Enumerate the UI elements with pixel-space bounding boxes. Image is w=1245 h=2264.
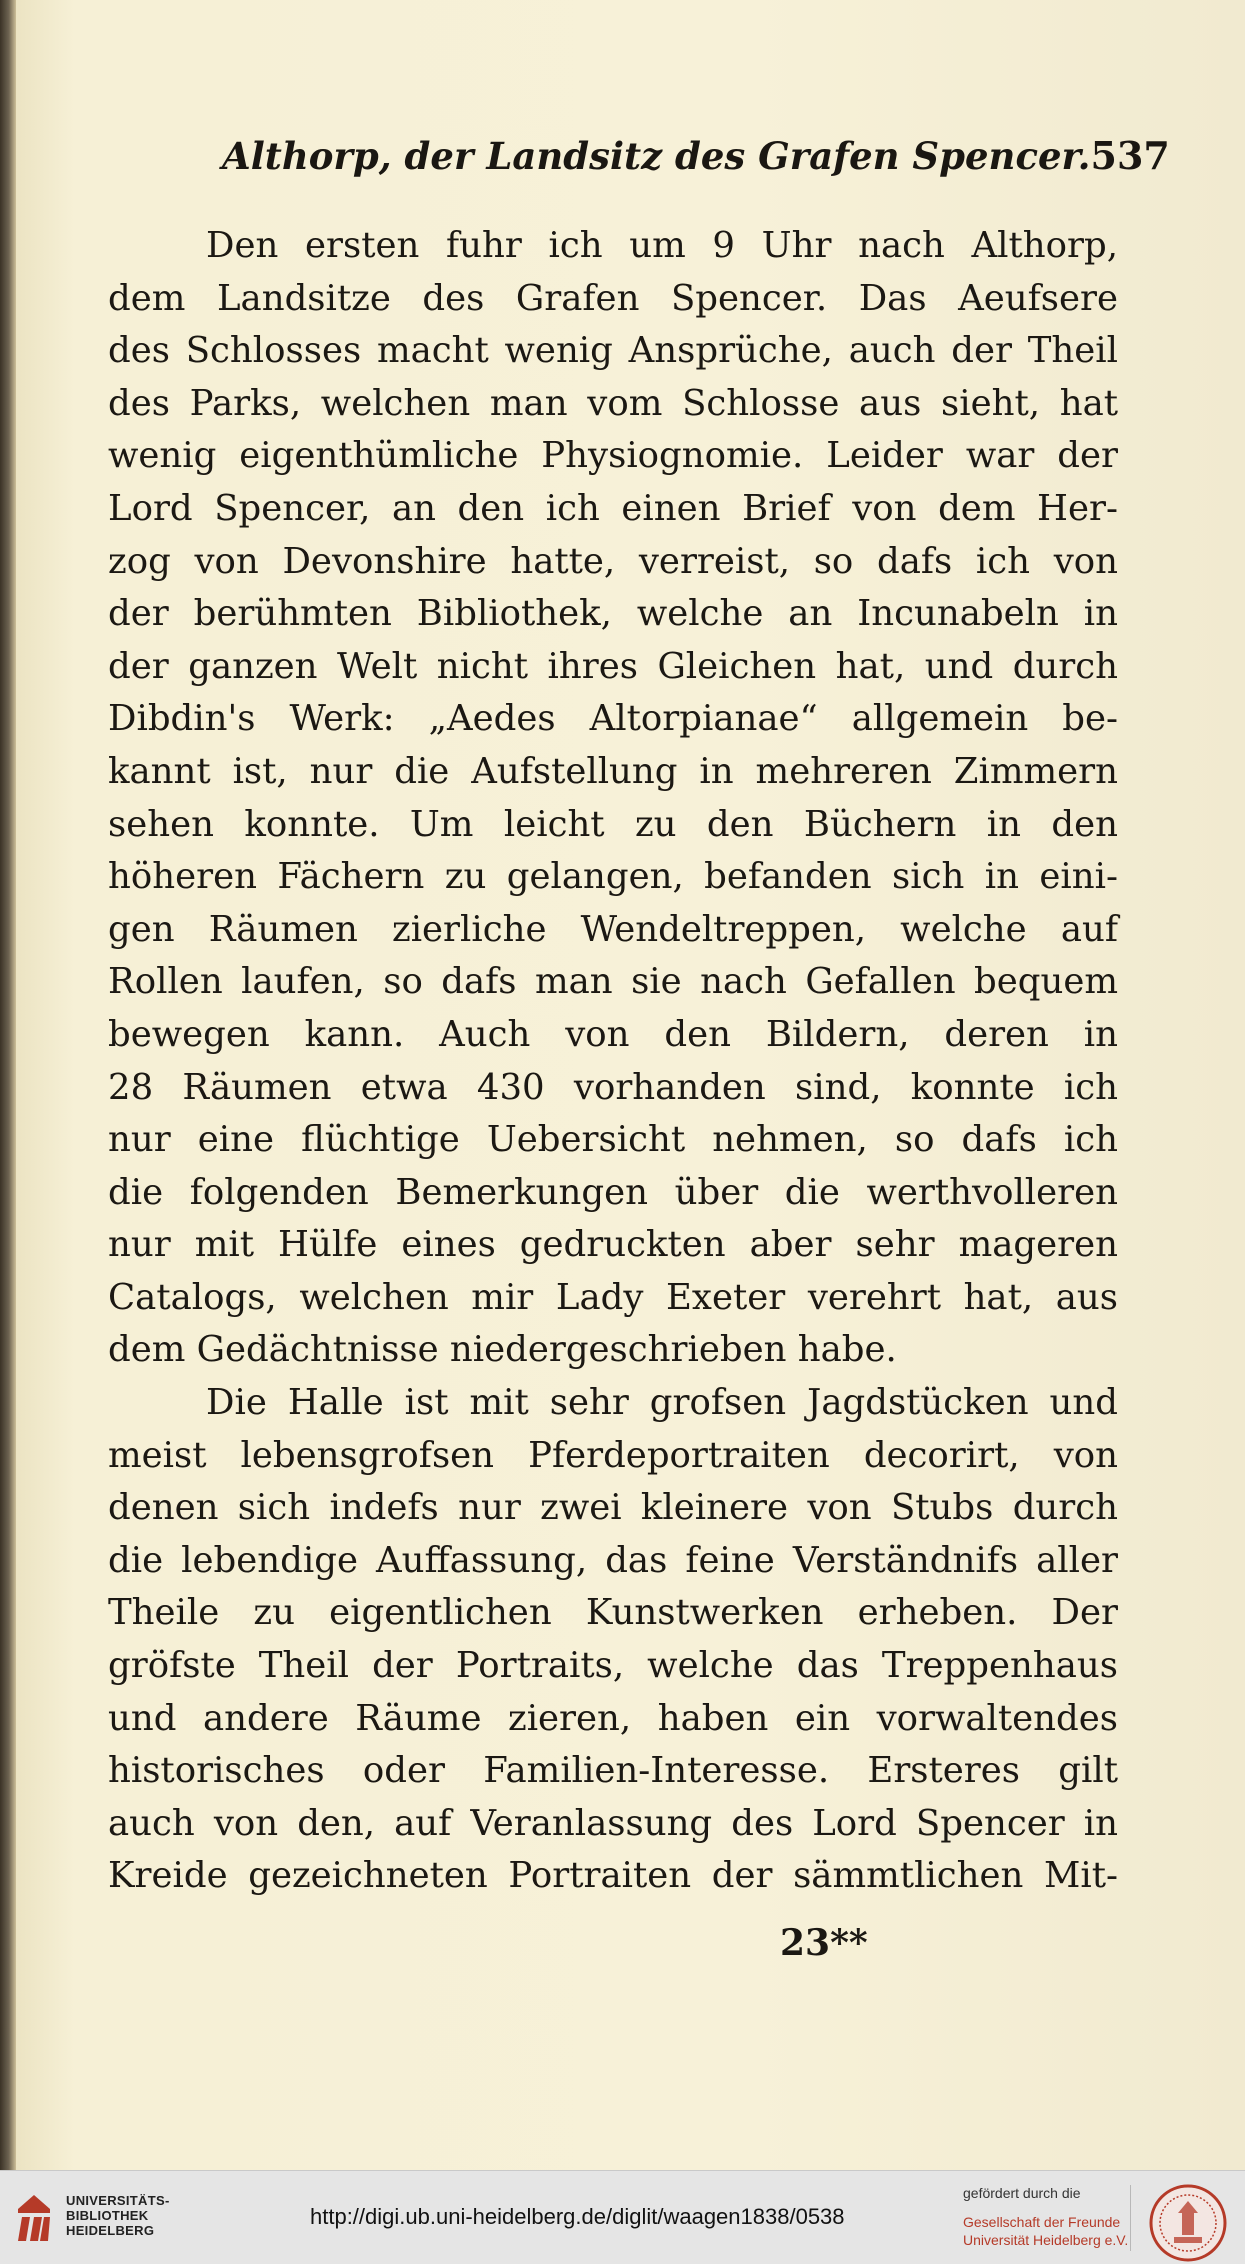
text-line: die lebendige Auffassung, das feine Verständnifs aller [108,1539,1118,1581]
text-line: Catalogs, welchen mir Lady Exeter verehrt hat, aus [108,1276,1118,1318]
permalink-url[interactable]: http://digi.ub.uni-heidelberg.de/diglit/waagen1838/0538 [310,2204,845,2229]
page-header [222,133,1170,193]
book-spine-edge [0,0,16,2170]
library-logo-icon [14,2189,54,2247]
text-line: gröfste Theil der Portraits, welche das Treppenhaus [108,1645,1118,1687]
text-line: und andere Räume zieren, haben ein vorwaltendes [108,1697,1118,1739]
text-line: die folgenden Bemerkungen über die werthvolleren [108,1171,1118,1213]
text-line: denen sich indefs nur zwei kleinere von Stubs durch [108,1487,1118,1529]
text-line: Die Halle ist mit sehr grofsen Jagdstücken und [206,1382,1118,1424]
text-line: Theile zu eigentlichen Kunstwerken erheben. Der [108,1592,1118,1634]
text-line: Den ersten fuhr ich um 9 Uhr nach Althorp, [206,225,1118,266]
text-line: nur eine flüchtige Uebersicht nehmen, so dafs ich [108,1119,1118,1161]
text-line: des Schlosses macht wenig Ansprüche, auch der Theil [108,330,1118,372]
sponsor-name: Gesellschaft der Freunde Universität Heidelberg e.V. [963,2214,1129,2248]
footer-bar [0,2170,1245,2264]
text-line: wenig eigenthümliche Physiognomie. Leider war der [108,435,1118,477]
text-line: 28 Räumen etwa 430 vorhanden sind, konnte ich [108,1066,1118,1108]
text-line: der ganzen Welt nicht ihres Gleichen hat, und durch [108,645,1118,687]
text-line: meist lebensgrofsen Pferdeportraiten decorirt, von [108,1434,1118,1476]
page-number: 537 [1090,133,1170,178]
footer-divider [1130,2185,1131,2251]
text-line: bewegen kann. Auch von den Bildern, deren in [108,1013,1118,1055]
text-line: des Parks, welchen man vom Schlosse aus sieht, hat [108,382,1118,424]
text-line: der berühmten Bibliothek, welche an Incunabeln in [108,593,1118,635]
body-text [108,220,1118,1903]
text-line: höheren Fächern zu gelangen, befanden sich in eini- [108,856,1118,898]
text-line: sehen konnte. Um leicht zu den Büchern in den [108,803,1118,845]
text-line: Lord Spencer, an den ich einen Brief von dem Her- [108,487,1118,529]
text-line: zog von Devonshire hatte, verreist, so dafs ich von [108,540,1118,582]
text-line: nur mit Hülfe eines gedruckten aber sehr mageren [108,1224,1118,1266]
text-line: historisches oder Familien-Interesse. Ersteres gilt [108,1750,1118,1792]
signature-mark: 23** [780,1922,868,1964]
text-line: kannt ist, nur die Aufstellung in mehreren Zimmern [108,750,1118,792]
text-line: auch von den, auf Veranlassung des Lord Spencer in [108,1802,1118,1844]
running-title: Althorp, der Landsitz des Grafen Spencer. [222,134,1091,178]
text-line: Dibdin's Werk: „Aedes Altorpianae“ allgemein be- [108,698,1118,740]
text-line: gen Räumen zierliche Wendeltreppen, welche auf [108,908,1118,950]
text-line: Rollen laufen, so dafs man sie nach Gefallen bequem [108,961,1118,1003]
library-logo-text: UNIVERSITÄTS- BIBLIOTHEK HEIDELBERG [66,2193,170,2238]
text-line: dem Landsitze des Grafen Spencer. Das Aeufsere [108,277,1118,319]
text-line: dem Gedächtnisse niedergeschrieben habe. [108,1329,897,1371]
university-seal-icon [1148,2183,1228,2263]
sponsor-label: gefördert durch die [963,2185,1081,2201]
text-line: Kreide gezeichneten Portraiten der sämmtlichen Mit- [108,1855,1118,1897]
